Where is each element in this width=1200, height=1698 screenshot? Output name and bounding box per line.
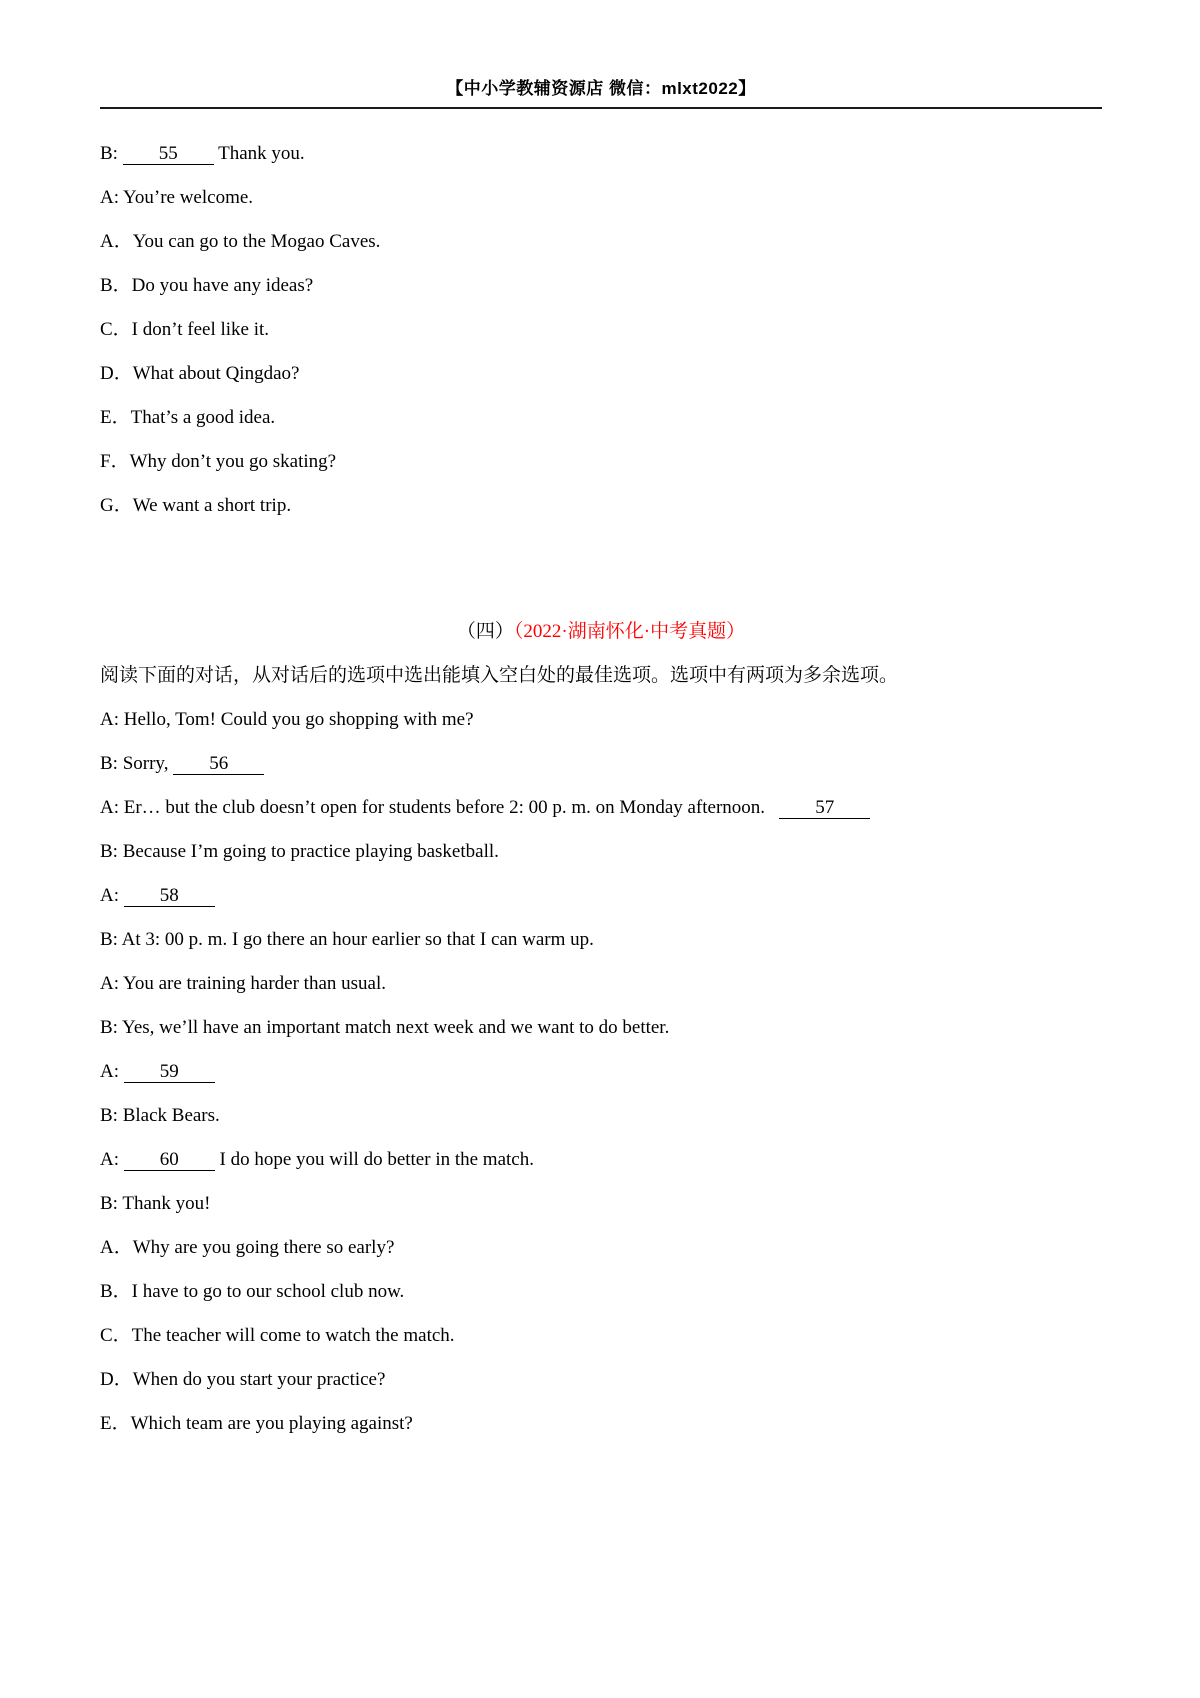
dialog-line: B: Because I’m going to practice playing basketball. xyxy=(100,841,499,862)
dialog-line: A: You’re welcome. xyxy=(100,187,254,208)
section-number: （四） xyxy=(456,621,514,642)
option-item: B．I have to go to our school club now. xyxy=(100,1281,405,1302)
option-item: F．Why don’t you go skating? xyxy=(100,451,337,472)
option-item: E．That’s a good idea. xyxy=(100,407,276,428)
document-content xyxy=(100,109,1102,1435)
dialog-text: A: xyxy=(100,885,124,906)
dialog-line xyxy=(100,1149,1102,1171)
dialog-line xyxy=(100,885,1102,907)
option-item: G．We want a short trip. xyxy=(100,495,292,516)
dialog-text: B: xyxy=(100,143,123,164)
option-item: A．You can go to the Mogao Caves. xyxy=(100,231,381,252)
dialog-line xyxy=(100,143,1102,165)
dialog-line: A: You are training harder than usual. xyxy=(100,973,386,994)
option-item: E．Which team are you playing against? xyxy=(100,1413,413,1434)
blank-58: 58 xyxy=(124,885,215,907)
blank-56: 56 xyxy=(173,753,264,775)
option-item: C．I don’t feel like it. xyxy=(100,319,270,340)
page-header xyxy=(100,74,1102,109)
dialog-line xyxy=(100,1061,1102,1083)
blank-55: 55 xyxy=(123,143,214,165)
dialog-text: A: xyxy=(100,1149,124,1170)
dialog-line: B: Black Bears. xyxy=(100,1105,220,1126)
exam-source: （2022·湖南怀化·中考真题） xyxy=(513,621,746,642)
dialog-line: B: At 3: 00 p. m. I go there an hour earlier so that I can warm up. xyxy=(100,929,594,950)
dialog-text: I do hope you will do better in the match. xyxy=(214,1149,534,1170)
dialog-text: A: xyxy=(100,1061,124,1082)
option-item: A．Why are you going there so early? xyxy=(100,1237,395,1258)
dialog-text: B: Sorry, xyxy=(100,753,174,774)
option-item: C．The teacher will come to watch the match. xyxy=(100,1325,455,1346)
section-heading xyxy=(100,621,1102,643)
dialog-line xyxy=(100,753,1102,775)
header-watermark: 【中小学教辅资源店 微信：mlxt2022】 xyxy=(446,79,756,98)
dialog-line: B: Yes, we’ll have an important match next week and we want to do better. xyxy=(100,1017,670,1038)
blank-57: 57 xyxy=(779,797,870,819)
option-item: D．When do you start your practice? xyxy=(100,1369,386,1390)
dialog-line: B: Thank you! xyxy=(100,1193,211,1214)
dialog-text: A: Er… but the club doesn’t open for students before 2: 00 p. m. on Monday afternoon. xyxy=(100,797,780,818)
dialog-line: A: Hello, Tom! Could you go shopping with me? xyxy=(100,709,474,730)
blank-59: 59 xyxy=(124,1061,215,1083)
option-item: D．What about Qingdao? xyxy=(100,363,300,384)
dialog-text: Thank you. xyxy=(213,143,305,164)
instructions: 阅读下面的对话，从对话后的选项中选出能填入空白处的最佳选项。选项中有两项为多余选项。 xyxy=(100,665,899,686)
dialog-line xyxy=(100,797,1102,819)
blank-60: 60 xyxy=(124,1149,215,1171)
option-item: B．Do you have any ideas? xyxy=(100,275,314,296)
